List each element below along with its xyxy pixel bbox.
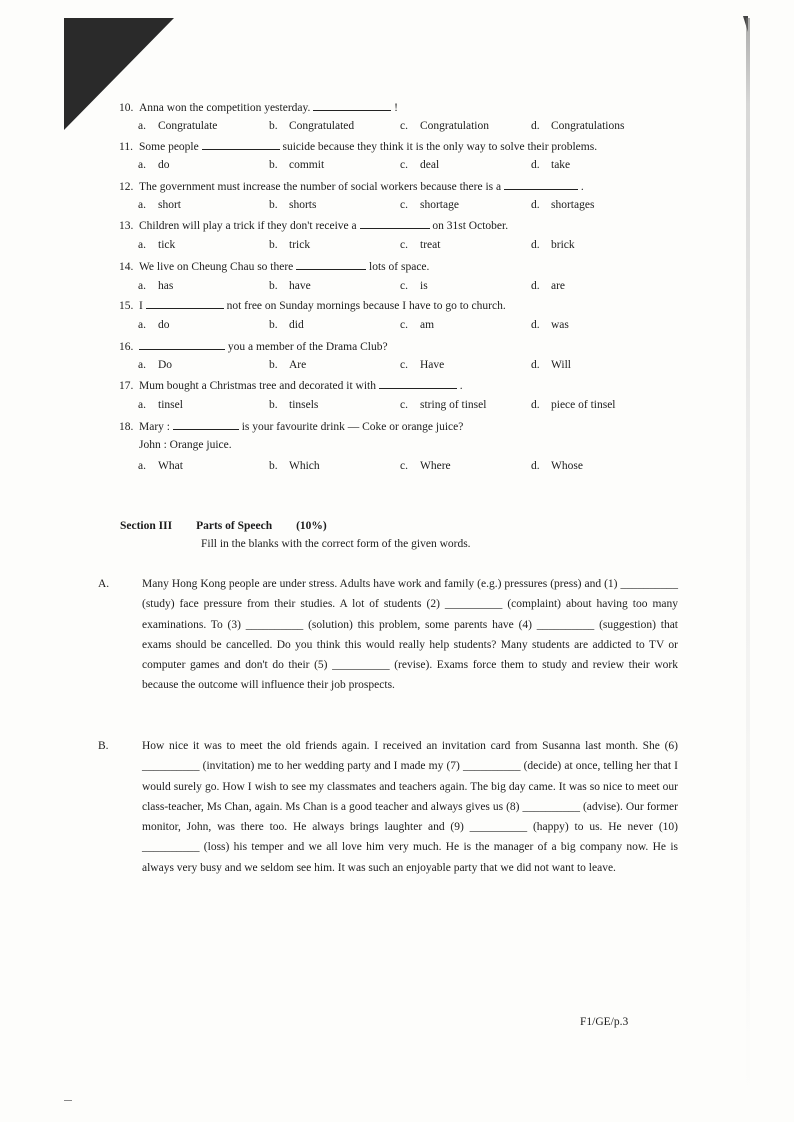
option-choice[interactable]	[531, 398, 616, 412]
option-letter: a.	[138, 159, 146, 171]
paragraph-a	[98, 574, 678, 696]
option-choice[interactable]	[400, 459, 451, 473]
section-label: Section III	[120, 520, 173, 532]
question-number: 17.	[119, 380, 134, 392]
option-choice[interactable]	[400, 398, 486, 412]
option-text: trick	[289, 239, 311, 251]
answer-blank[interactable]	[504, 178, 578, 190]
option-letter: a.	[138, 359, 146, 371]
question-text: Anna won the competition yesterday.	[139, 102, 311, 114]
section-instruction: Fill in the blanks with the correct form of the given words.	[201, 538, 471, 550]
section-marks: (10%)	[296, 520, 327, 532]
option-text: take	[551, 159, 571, 171]
answer-blank[interactable]	[379, 377, 457, 389]
option-letter: d.	[531, 120, 540, 132]
option-letter: b.	[269, 280, 278, 292]
option-letter: c.	[400, 239, 408, 251]
option-letter: c.	[400, 199, 408, 211]
page-footer: F1/GE/p.3	[580, 1016, 629, 1028]
option-text: Do	[158, 359, 173, 371]
option-text: shortage	[420, 199, 459, 211]
question-text-after: .	[580, 181, 584, 193]
option-choice[interactable]	[269, 398, 318, 412]
option-text: is	[420, 280, 428, 292]
option-choice[interactable]	[269, 358, 306, 372]
option-letter: b.	[269, 399, 278, 411]
option-text: Have	[420, 359, 445, 371]
option-choice[interactable]	[269, 459, 320, 473]
question-text: Mum bought a Christmas tree and decorated it with	[139, 380, 376, 392]
option-text: tick	[158, 239, 176, 251]
question-text-after: !	[394, 102, 398, 114]
option-choice[interactable]	[138, 358, 172, 372]
option-text: deal	[420, 159, 440, 171]
option-letter: d.	[531, 359, 540, 371]
option-choice[interactable]	[531, 358, 571, 372]
option-choice[interactable]	[138, 318, 170, 332]
answer-blank[interactable]	[139, 338, 225, 350]
option-text: string of tinsel	[420, 399, 487, 411]
option-text: commit	[289, 159, 325, 171]
option-letter: d.	[531, 319, 540, 331]
question-text-after: on 31st October.	[432, 220, 509, 232]
option-text: Congratulated	[289, 120, 355, 132]
answer-blank[interactable]	[202, 138, 280, 150]
option-letter: d.	[531, 399, 540, 411]
option-choice[interactable]	[138, 398, 183, 412]
option-choice[interactable]	[531, 238, 575, 252]
option-choice[interactable]	[531, 198, 594, 212]
question-number: 10.	[119, 102, 134, 114]
option-choice[interactable]	[400, 119, 489, 133]
option-choice[interactable]	[400, 318, 434, 332]
option-choice[interactable]	[400, 358, 444, 372]
option-text: Congratulation	[420, 120, 489, 132]
question	[119, 178, 584, 194]
option-letter: d.	[531, 159, 540, 171]
option-choice[interactable]	[531, 158, 570, 172]
option-choice[interactable]	[531, 119, 624, 133]
option-text: shortages	[551, 199, 595, 211]
option-choice[interactable]	[531, 279, 565, 293]
question-number: 18.	[119, 421, 134, 433]
option-letter: b.	[269, 359, 278, 371]
option-choice[interactable]	[531, 318, 569, 332]
question-text: Children will play a trick if they don't receive a	[139, 220, 357, 232]
option-letter: c.	[400, 319, 408, 331]
question-text: I	[139, 300, 143, 312]
option-letter: a.	[138, 199, 146, 211]
question-text: Some people	[139, 141, 199, 153]
question-number: 16.	[119, 341, 134, 353]
option-letter: c.	[400, 120, 408, 132]
question-number: 14.	[119, 261, 134, 273]
answer-blank[interactable]	[313, 99, 391, 111]
question-text-after: not free on Sunday mornings because I have to go to church.	[226, 300, 506, 312]
option-letter: d.	[531, 280, 540, 292]
option-text: Where	[420, 460, 451, 472]
question-number: 12.	[119, 181, 134, 193]
option-choice[interactable]	[138, 459, 183, 473]
option-text: treat	[420, 239, 441, 251]
option-letter: c.	[400, 159, 408, 171]
paragraph-text: Many Hong Kong people are under stress. Adults have work and family (e.g.) pressures (press) and (1) __________ (study) face pressure from their studies. A lot of students (2) __________ (complaint) about having too many examinations. To (3) __________ (solution) this problem, some parents have (4) __________ (suggestion) that exams should be cancelled. Do you think this would really help students? Many students are addicted to TV or computer games and don't do their (5) __________ (revise). Exams force them to study and review their work because the outcome will influence their job prospects.	[142, 578, 678, 692]
option-choice[interactable]	[400, 279, 428, 293]
option-text: piece of tinsel	[551, 399, 616, 411]
option-letter: d.	[531, 239, 540, 251]
question-text: Mary :	[139, 421, 170, 433]
option-text: did	[289, 319, 304, 331]
question-number: 11.	[119, 141, 133, 153]
question-text: We live on Cheung Chau so there	[139, 261, 294, 273]
paragraph-label: B.	[98, 740, 109, 752]
question	[119, 377, 463, 393]
option-choice[interactable]	[400, 238, 440, 252]
option-letter: a.	[138, 399, 146, 411]
option-letter: a.	[138, 120, 146, 132]
option-choice[interactable]	[138, 198, 181, 212]
option-text: tinsel	[158, 399, 183, 411]
question	[119, 418, 463, 434]
option-text: tinsels	[289, 399, 319, 411]
option-letter: b.	[269, 319, 278, 331]
option-letter: a.	[138, 460, 146, 472]
option-choice[interactable]	[269, 318, 304, 332]
option-text: do	[158, 159, 170, 171]
option-text: Which	[289, 460, 320, 472]
answer-blank[interactable]	[296, 258, 366, 270]
scan-stray-mark	[64, 1100, 72, 1101]
paragraph-text: How nice it was to meet the old friends again. I received an invitation card from Susanna last month. She (6) __________ (invitation) me to her wedding party and I made my (7) __________ (decide) at once, telling her that I would surely go. How I wish to see my classmates and teachers again. The big day came. It was so nice to meet our class-teacher, Ms Chan, again. Ms Chan is a good teacher and always gives us (8) __________ (advise). Our former monitor, John, was there too. He always brings laughter and (9) __________ (happy) to us. He never (10) __________ (loss) his temper and we all love him very much. He is the manager of a big company now. He is always very busy and we seldom see him. It was such an enjoyable party that we did not want to leave.	[142, 740, 678, 874]
option-text: am	[420, 319, 435, 331]
question-text-after: .	[459, 380, 463, 392]
option-choice[interactable]	[269, 238, 310, 252]
option-choice[interactable]	[138, 119, 217, 133]
option-letter: c.	[400, 359, 408, 371]
option-letter: b.	[269, 460, 278, 472]
answer-blank[interactable]	[360, 217, 430, 229]
option-text: Whose	[551, 460, 583, 472]
question-number: 13.	[119, 220, 134, 232]
option-choice[interactable]	[531, 459, 583, 473]
option-choice[interactable]	[400, 158, 439, 172]
option-choice[interactable]	[269, 119, 354, 133]
option-choice[interactable]	[269, 198, 316, 212]
question	[119, 99, 398, 115]
option-text: Congratulate	[158, 120, 218, 132]
question-text: The government must increase the number of social workers because there is a	[139, 181, 502, 193]
option-text: has	[158, 280, 174, 292]
option-letter: c.	[400, 460, 408, 472]
question-number: 15.	[119, 300, 134, 312]
option-choice[interactable]	[138, 279, 173, 293]
question	[119, 258, 429, 274]
question-text-after: lots of space.	[369, 261, 430, 273]
option-choice[interactable]	[269, 158, 324, 172]
option-text: Will	[551, 359, 571, 371]
option-letter: c.	[400, 280, 408, 292]
question	[119, 138, 597, 154]
paragraph-b	[98, 736, 678, 878]
question-dialogue-line: John : Orange juice.	[139, 439, 232, 451]
option-text: Congratulations	[551, 120, 625, 132]
question-text-after: suicide because they think it is the only way to solve their problems.	[282, 141, 598, 153]
option-choice[interactable]	[138, 158, 170, 172]
option-text: short	[158, 199, 181, 211]
option-text: Are	[289, 359, 307, 371]
option-letter: d.	[531, 199, 540, 211]
option-letter: c.	[400, 399, 408, 411]
option-text: brick	[551, 239, 575, 251]
option-text: was	[551, 319, 569, 331]
question-text-after: is your favourite drink — Coke or orange juice?	[241, 421, 464, 433]
option-text: have	[289, 280, 311, 292]
option-text: are	[551, 280, 566, 292]
section-heading	[120, 520, 327, 532]
question	[119, 338, 388, 354]
option-choice[interactable]	[138, 238, 175, 252]
option-choice[interactable]	[269, 279, 311, 293]
option-choice[interactable]	[400, 198, 459, 212]
option-text: do	[158, 319, 170, 331]
paragraph-label: A.	[98, 578, 110, 590]
option-letter: a.	[138, 239, 146, 251]
answer-blank[interactable]	[173, 418, 239, 430]
question	[119, 297, 506, 313]
question-text-after: you a member of the Drama Club?	[227, 341, 388, 353]
option-text: What	[158, 460, 183, 472]
option-text: shorts	[289, 199, 317, 211]
section-title: Parts of Speech	[196, 520, 273, 532]
answer-blank[interactable]	[146, 297, 224, 309]
option-letter: a.	[138, 280, 146, 292]
question	[119, 217, 508, 233]
option-letter: b.	[269, 199, 278, 211]
option-letter: d.	[531, 460, 540, 472]
scan-edge-shadow	[746, 18, 750, 1098]
option-letter: a.	[138, 319, 146, 331]
option-letter: b.	[269, 120, 278, 132]
option-letter: b.	[269, 239, 278, 251]
option-letter: b.	[269, 159, 278, 171]
